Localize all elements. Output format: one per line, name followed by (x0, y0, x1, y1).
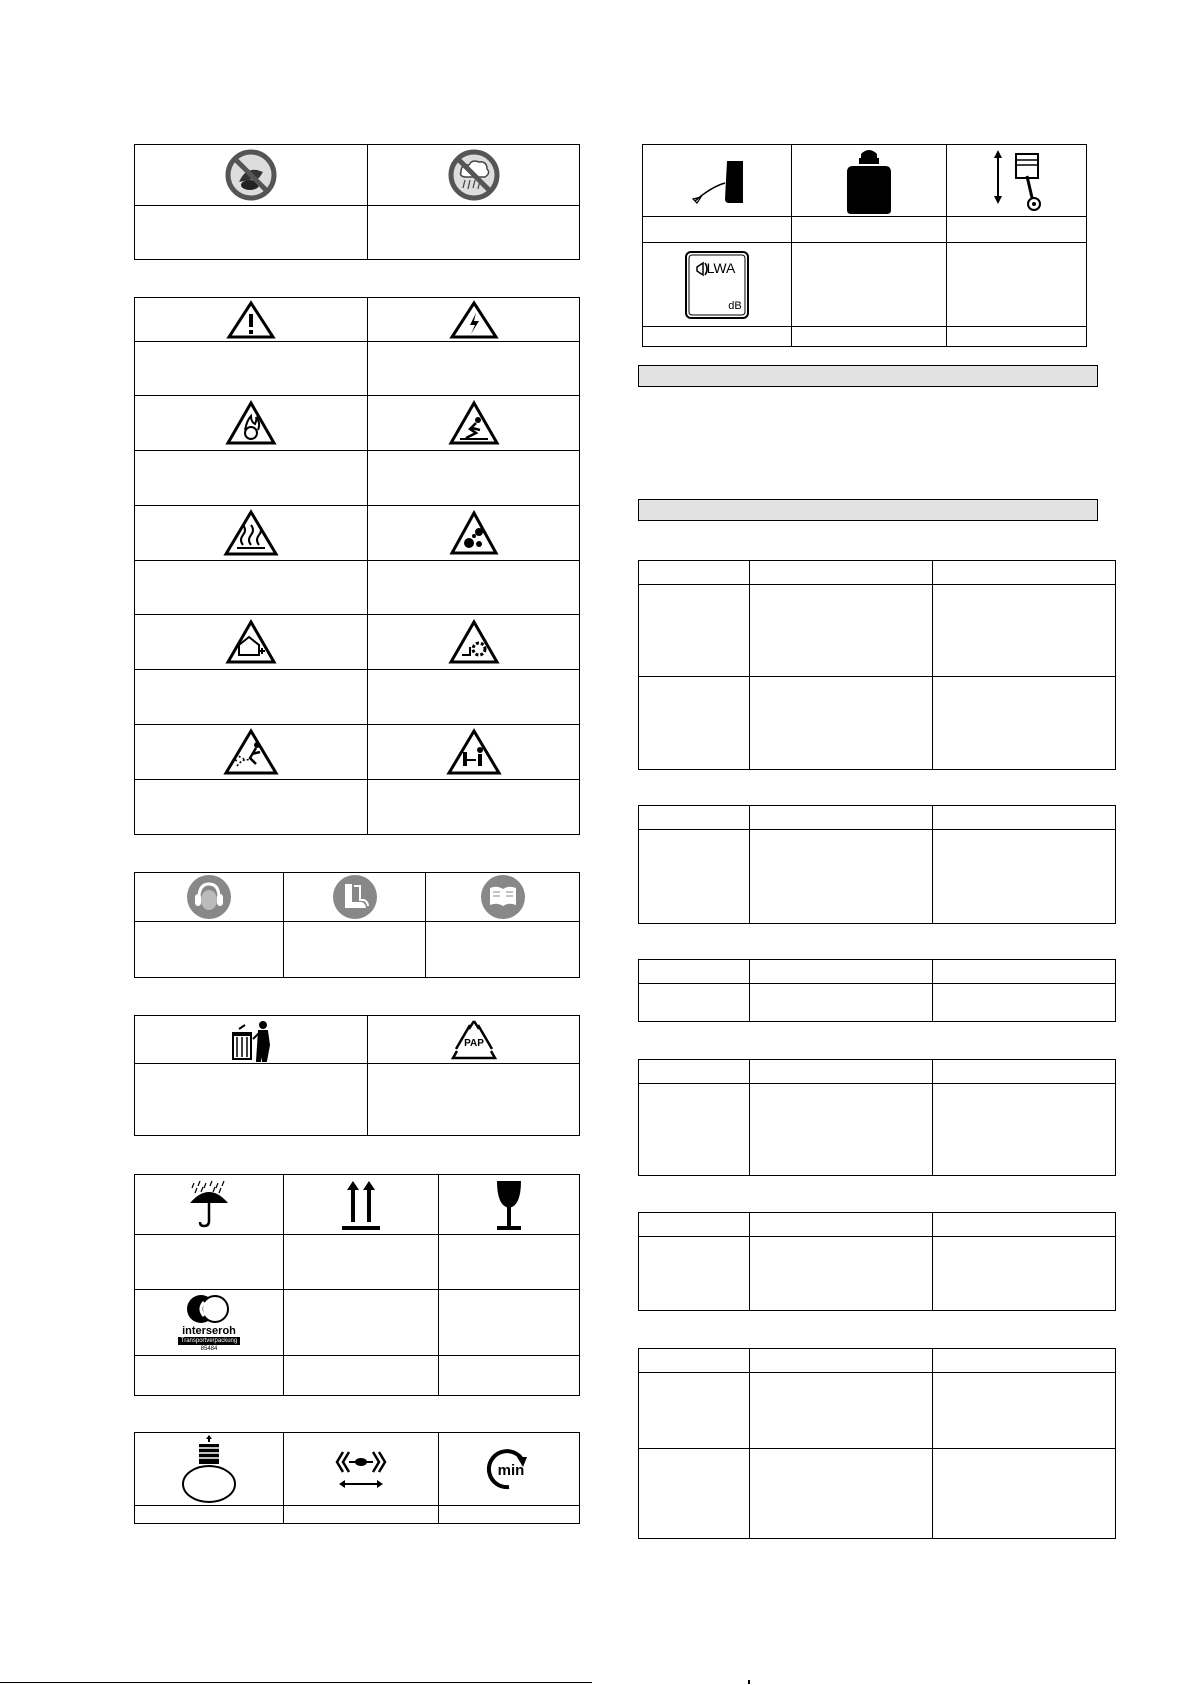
read-manual-icon (426, 873, 579, 922)
warning-signs-table (134, 297, 580, 835)
distance-warning-icon (368, 725, 579, 780)
table-header-cell (750, 960, 933, 984)
db-label: dB (728, 299, 742, 312)
feature-desc-cell (439, 1506, 579, 1523)
table-cell (750, 1449, 933, 1538)
table-cell (639, 984, 750, 1021)
electrical-hazard-icon (368, 298, 579, 342)
sound-power-lwa-icon (643, 243, 792, 327)
safety-boots-icon (284, 873, 426, 922)
spec-value-cell (947, 243, 1086, 327)
spray-hazard-icon (135, 725, 368, 780)
table-cell (933, 677, 1115, 769)
table-header-cell (750, 806, 933, 830)
pressure-adjust-icon (284, 1433, 439, 1506)
nozzle-cartridge-icon (643, 145, 792, 217)
table-header-cell (933, 806, 1115, 830)
disposal-signs-table (134, 1015, 580, 1136)
spec-value-cell (792, 217, 947, 243)
table-cell (933, 1084, 1115, 1175)
table-cell (933, 585, 1115, 677)
pap-recycling-icon (368, 1016, 579, 1064)
table-header-cell (933, 1060, 1115, 1084)
warning-desc-cell (368, 670, 579, 724)
table-cell (750, 1237, 933, 1310)
packaging-desc-cell (439, 1290, 579, 1356)
table-header-cell (750, 1349, 933, 1373)
feature-desc-cell (284, 1506, 439, 1523)
spec-value-cell (792, 327, 947, 346)
table-header-cell (933, 1213, 1115, 1237)
table-cell (639, 1373, 750, 1449)
mandatory-desc-cell (426, 922, 579, 977)
spec-value-cell (643, 327, 792, 346)
table-header-cell (639, 561, 750, 585)
interseroh-logo (135, 1290, 284, 1356)
flying-debris-icon (368, 506, 579, 561)
slip-hazard-icon (368, 396, 579, 451)
housing-warning-icon (135, 615, 368, 670)
table-cell (933, 1449, 1115, 1538)
packaging-desc-cell (439, 1356, 579, 1395)
troubleshooting-table (638, 1348, 1116, 1539)
disposal-desc-cell (135, 1064, 368, 1135)
lwa-label: LWA (706, 259, 736, 276)
packaging-desc-cell (135, 1356, 284, 1395)
ear-protection-icon (135, 873, 284, 922)
troubleshooting-table (638, 1059, 1116, 1176)
packaging-desc-cell (284, 1235, 439, 1290)
table-header-cell (639, 1213, 750, 1237)
hot-surface-icon (135, 506, 368, 561)
table-header-cell (933, 561, 1115, 585)
footer-mark (748, 1680, 750, 1684)
section-header-bar (638, 499, 1098, 521)
device-features-table (134, 1432, 580, 1524)
packaging-desc-cell (284, 1356, 439, 1395)
troubleshooting-table (638, 805, 1116, 924)
warning-desc-cell (135, 670, 368, 724)
spec-value-cell (947, 327, 1086, 346)
spec-value-cell (643, 217, 792, 243)
warning-desc-cell (368, 342, 579, 396)
fragile-glass-icon (439, 1175, 579, 1235)
table-header-cell (639, 1349, 750, 1373)
hose-reel-icon (135, 1433, 284, 1506)
pap-label: PAP (463, 1037, 484, 1049)
section-header-bar (638, 365, 1098, 387)
prohibition-signs-table (134, 144, 580, 260)
table-cell (639, 1449, 750, 1538)
packaging-signs-table (134, 1174, 580, 1396)
mandatory-desc-cell (284, 922, 426, 977)
table-cell (933, 1237, 1115, 1310)
general-warning-icon (135, 298, 368, 342)
spec-value-cell (792, 243, 947, 327)
table-cell (639, 677, 750, 769)
min-label: min (497, 1462, 525, 1479)
warning-desc-cell (135, 342, 368, 396)
table-cell (750, 830, 933, 923)
table-cell (933, 830, 1115, 923)
disposal-desc-cell (368, 1064, 579, 1135)
table-header-cell (750, 1060, 933, 1084)
table-cell (639, 585, 750, 677)
weight-icon (792, 145, 947, 217)
table-cell (639, 830, 750, 923)
packaging-desc-cell (284, 1290, 439, 1356)
table-cell (750, 585, 933, 677)
warning-desc-cell (368, 561, 579, 615)
table-cell (933, 1373, 1115, 1449)
no-hand-touch-icon (135, 145, 368, 206)
table-header-cell (750, 1213, 933, 1237)
table-header-cell (750, 561, 933, 585)
table-header-cell (639, 960, 750, 984)
footer-rule (0, 1682, 592, 1683)
table-cell (750, 1084, 933, 1175)
warning-desc-cell (135, 451, 368, 505)
table-header-cell (639, 1060, 750, 1084)
min-rotation-icon (439, 1433, 579, 1506)
table-cell (750, 677, 933, 769)
warning-desc-cell (368, 780, 579, 834)
mandatory-desc-cell (135, 922, 284, 977)
table-cell (639, 1237, 750, 1310)
oxidizing-fire-icon (135, 396, 368, 451)
this-way-up-icon (284, 1175, 439, 1235)
troubleshooting-table (638, 1212, 1116, 1311)
spec-value-cell (947, 217, 1086, 243)
table-cell (639, 1084, 750, 1175)
packaging-desc-cell (135, 1235, 284, 1290)
warning-desc-cell (368, 451, 579, 505)
packaging-desc-cell (439, 1235, 579, 1290)
table-cell (933, 984, 1115, 1021)
table-header-cell (639, 806, 750, 830)
table-header-cell (933, 1349, 1115, 1373)
prohibition-desc-cell (368, 206, 579, 259)
interseroh-brand: interseroh (182, 1324, 236, 1337)
specs-icon-table (642, 144, 1087, 347)
rotating-parts-warning-icon (368, 615, 579, 670)
interseroh-tag: Transportverpackung (178, 1337, 240, 1345)
warning-desc-cell (135, 780, 368, 834)
waste-bin-crossed-icon (135, 1016, 368, 1064)
warning-desc-cell (135, 561, 368, 615)
piston-stroke-icon (947, 145, 1086, 217)
feature-desc-cell (135, 1506, 284, 1523)
no-dust-cloud-icon (368, 145, 579, 206)
troubleshooting-table (638, 560, 1116, 770)
keep-dry-umbrella-icon (135, 1175, 284, 1235)
interseroh-number: 85484 (200, 1345, 218, 1352)
mandatory-signs-table (134, 872, 580, 978)
table-cell (750, 984, 933, 1021)
troubleshooting-table (638, 959, 1116, 1022)
prohibition-desc-cell (135, 206, 368, 259)
table-header-cell (933, 960, 1115, 984)
table-cell (750, 1373, 933, 1449)
